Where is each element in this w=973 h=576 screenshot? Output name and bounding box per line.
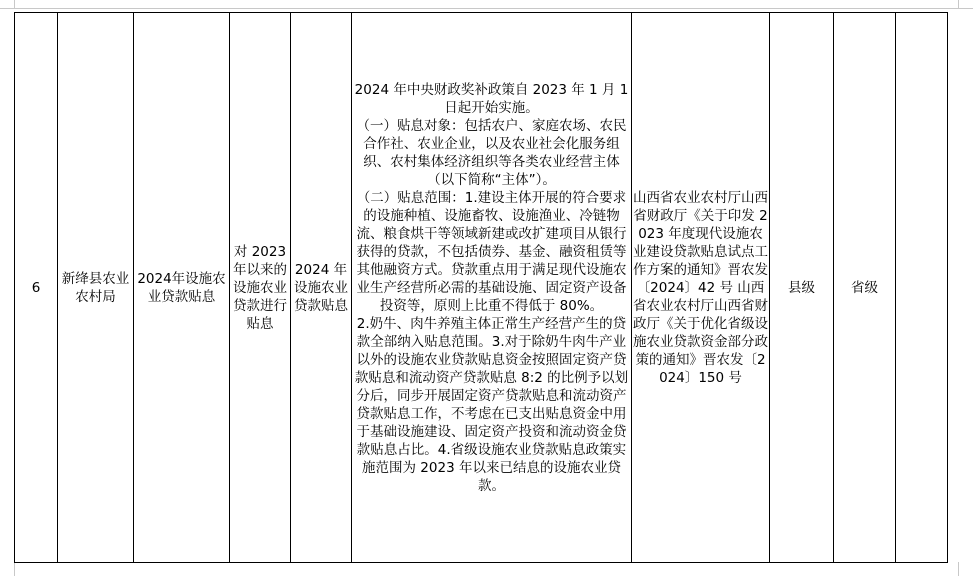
target-cell: 对 2023 年以来的设施农业贷款进行贴息 <box>230 13 291 563</box>
row-number-cell: 6 <box>15 13 58 563</box>
page-corner-mark-top-right <box>958 0 959 8</box>
mode-cell: 2024 年设施农业贷款贴息 <box>291 13 352 563</box>
page-top-rule <box>0 8 973 9</box>
remarks-cell <box>896 13 948 563</box>
implementation-level-cell: 县级 <box>770 13 834 563</box>
funding-level-cell: 省级 <box>834 13 896 563</box>
department-cell: 新绛县农业农村局 <box>58 13 134 563</box>
page-corner-mark-top-left <box>14 0 15 8</box>
content-paragraph-4: 2.奶牛、肉牛养殖主体正常生产经营产生的贷款全部纳入贴息范围。3.对于除奶牛肉牛产业以外的设施农业贷款贴息资金按照固定资产贷款贴息和流动资产贷款贴息 8:2 的比例予以划分后，同步开展固定资产贷款贴息和流动资产贷款贴息工作，不考虑在已支出贴息资金中用于基础设施建设、固定资产投资和流动资金贷款贴息占比。4.省级设施农业贷款贴息政策实施范围为 2023 年以来已结息的设施农业贷款。 <box>354 315 629 494</box>
item-name-cell: 2024年设施农业贷款贴息 <box>134 13 230 563</box>
content-paragraph-3: （二）贴息范围：1.建设主体开展的符合要求的设施种植、设施畜牧、设施渔业、冷链物流、粮食烘干等领域新建或改扩建项目从银行获得的贷款，不包括债券、基金、融资租赁等其他融资方式。贷款重点用于满足现代设施农业生产经营所必需的基础设施、固定资产设备投资等，原则上比重不得低于 80%。 <box>356 189 627 314</box>
page-corner-mark-bottom-right <box>958 562 959 576</box>
content-paragraph-1: 2024 年中央财政奖补政策自 2023 年 1 月 1 日起开始实施。 <box>354 81 629 116</box>
policy-content-cell <box>352 13 632 563</box>
page-corner-mark-bottom-left <box>14 562 15 576</box>
policy-basis-cell: 山西省农业农村厅山西省财政厅《关于印发 2023 年度现代设施农业建设贷款贴息试点工作方案的通知》晋农发〔2024〕42 号 山西省农业农村厅山西省财政厅《关于优化省级设施农业贷款资金部分政策的通知》晋农发〔2024〕150 号 <box>632 13 770 563</box>
content-paragraph-2: （一）贴息对象：包括农户、家庭农场、农民合作社、农业企业，以及农业社会化服务组织、农村集体经济组织等各类农业经营主体（以下简称“主体”）。 <box>356 117 627 188</box>
policy-table <box>14 12 948 563</box>
table-row <box>15 13 948 563</box>
